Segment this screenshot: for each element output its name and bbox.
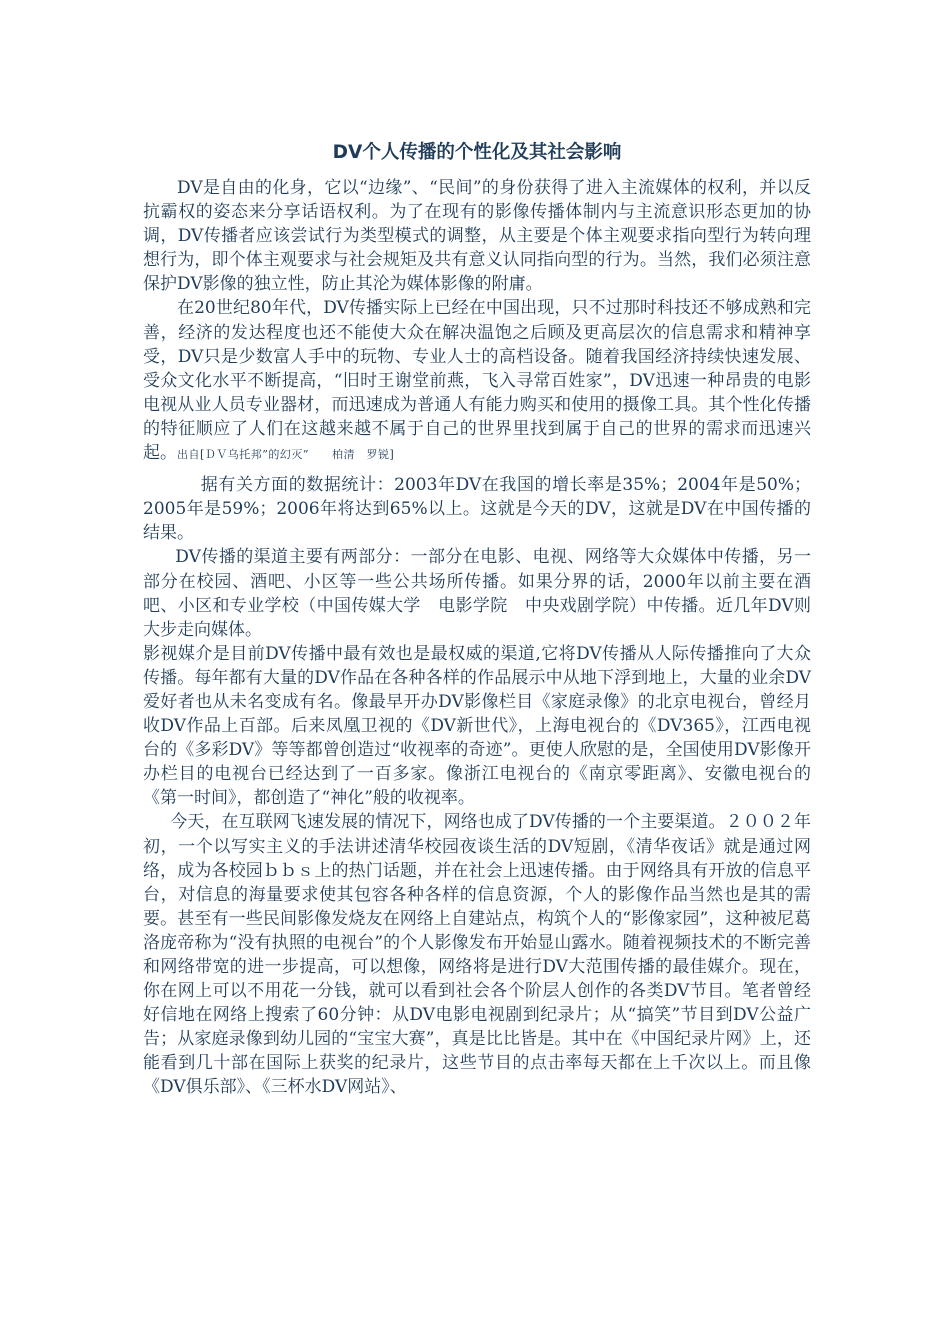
- source-note: 出自[ＤＶ乌托邦”的幻灭” 柏清 罗锐]: [177, 448, 395, 462]
- paragraph-6: 今天，在互联网飞速发展的情况下，网络也成了DV传播的一个主要渠道。２００２年初，一个以写实主义的手法讲述清华校园夜谈生活的DV短剧，《清华夜话》就是通过网络，成为各校园ｂｂｓ上的热门话题，并在社会上迅速传播。由于网络具有开放的信息平台，对信息的海量要求使其包容各种各样的信息资源，个人的影像作品当然也是其的需要。甚至有一些民间影像发烧友在网络上自建站点，构筑个人的“影像家园”，这种被尼葛洛庞帝称为“没有执照的电视台”的个人影像发布开始显山露水。随着视频技术的不断完善和网络带宽的进一步提高，可以想像，网络将是进行DV大范围传播的最佳媒介。现在，你在网上可以不用花一分钱，就可以看到社会各个阶层人创作的各类DV节目。笔者曾经好信地在网络上搜索了60分钟：从DV电影电视剧到纪录片；从“搞笑”节目到DV公益广告；从家庭录像到幼儿园的“宝宝大赛”，真是比比皆是。其中在《中国纪录片网》上，还能看到几十部在国际上获奖的纪录片，这些节目的点击率每天都在上千次以上。而且像《DV俱乐部》、《三杯水DV网站》、: [143, 812, 811, 1098]
- paragraph-3: 据有关方面的数据统计：2003年DV在我国的增长率是35%；2004年是50%；2005年是59%；2006年将达到65%以上。这就是今天的DV，这就是DV在中国传播的结果。: [143, 475, 811, 544]
- paragraph-4: DV传播的渠道主要有两部分：一部分在电影、电视、网络等大众媒体中传播，另一部分在校园、酒吧、小区等一些公共场所传播。如果分界的话，2000年以前主要在酒吧、小区和专业学校（中国传媒大学 电影学院 中央戏剧学院）中传播。近几年DV则大步走向媒体。: [143, 547, 811, 640]
- paragraph-2-text: 在20世纪80年代，DV传播实际上已经在中国出现，只不过那时科技还不够成熟和完善，经济的发达程度也还不能使大众在解决温饱之后顾及更高层次的信息需求和精神享受，DV只是少数富人手中的玩物、专业人士的高档设备。随着我国经济持续快速发展、受众文化水平不断提高，“旧时王谢堂前燕，飞入寻常百姓家”，DV迅速一种昂贵的电影电视从业人员专业器材，而迅速成为普通人有能力购买和使用的摄像工具。其个性化传播的特征顺应了人们在这越来越不属于自己的世界里找到属于自己的世界的需求而迅速兴起。: [143, 298, 811, 464]
- paragraph-1: DV是自由的化身，它以“边缘”、“民间”的身份获得了进入主流媒体的权利，并以反抗霸权的姿态来分享话语权利。为了在现有的影像传播体制内与主流意识形态更加的协调，DV传播者应该尝试行为类型模式的调整，从主要是个体主观要求指向型行为转向理想行为，即个体主观要求与社会规矩及共有意义认同指向型的行为。当然，我们必须注意保护DV影像的独立性，防止其沦为媒体影像的附庸。: [143, 178, 811, 295]
- document-title: DV个人传播的个性化及其社会影响: [332, 142, 622, 163]
- paragraph-2: [143, 296, 811, 467]
- document-body: [143, 136, 811, 1100]
- paragraph-5: 影视媒介是目前DV传播中最有效也是最权威的渠道,它将DV传播从人际传播推向了大众传播。每年都有大量的DV作品在各种各样的作品展示中从地下浮到地上，大量的业余DV爱好者也从未名变成有名。像最早开办DV影像栏目《家庭录像》的北京电视台，曾经月收DV作品上百部。后来凤凰卫视的《DV新世代》，上海电视台的《DV365》，江西电视台的《多彩DV》等等都曾创造过“收视率的奇迹”。更使人欣慰的是，全国使用DV影像开办栏目的电视台已经达到了一百多家。像浙江电视台的《南京零距离》、安徽电视台的《第一时间》，都创造了“神化”般的收视率。: [143, 643, 811, 809]
